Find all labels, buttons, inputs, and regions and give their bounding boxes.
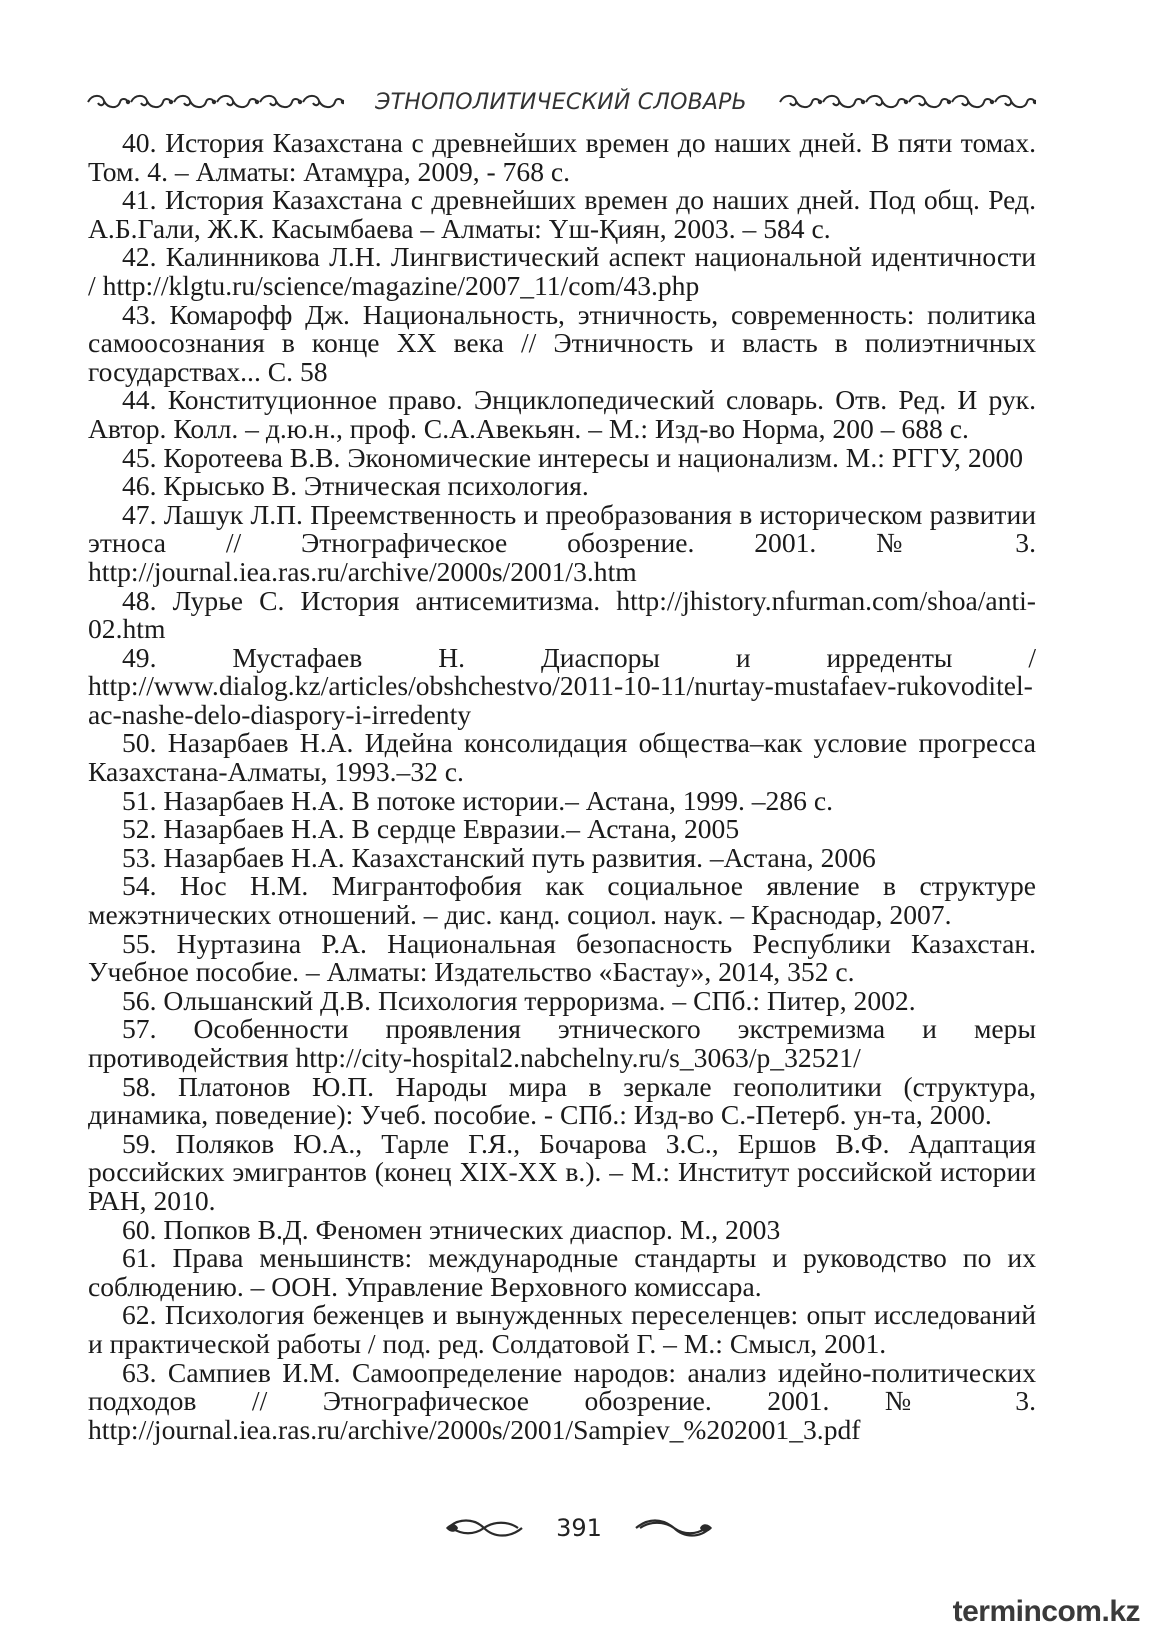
bibliography-entry-50: 50. Назарбаев Н.А. Идейна консолидация общества–как условие прогресса Казахстана-Алматы, 1993.–32 с. — [88, 727, 1036, 788]
running-header — [86, 86, 1036, 118]
bibliography-entry-60: 60. Попков В.Д. Феномен этнических диаспор. М., 2003 — [122, 1213, 781, 1245]
bibliography-entry-43: 43. Комарофф Дж. Национальность, этничность, современность: политика самоосознания в конце XX века // Этничность и власть в полиэтничных государствах... С. 58 — [88, 298, 1036, 387]
bibliography-entry-55: 55. Нуртазина Р.А. Национальная безопасность Республики Казахстан. Учебное пособие. – Алматы: Издательство «Бастау», 2014, 352 с. — [88, 927, 1036, 988]
bibliography-entry-40: 40. История Казахстана с древнейших времен до наших дней. В пяти томах. Том. 4. – Алматы: Атамұра, 2009, - 768 с. — [88, 127, 1036, 187]
bibliography-entry-58: 58. Платонов Ю.П. Народы мира в зеркале геополитики (структура, динамика, поведение): Учеб. пособие. - СПб.: Изд-во С.-Петерб. ун-та, 2000. — [88, 1070, 1036, 1131]
page-footer — [0, 1508, 1158, 1548]
bibliography-entry-59: 59. Поляков Ю.А., Тарле Г.Я., Бочарова З.С., Ершов В.Ф. Адаптация российских эмигрантов (конец XIX-XX в.). – М.: Институт российской истории РАН, 2010. — [88, 1127, 1036, 1216]
page-number: 391 — [556, 1514, 602, 1542]
bibliography-entry-47: 47. Лашук Л.П. Преемственность и преобразования в историческом развитии этноса // Этнографическое обозрение. 2001. № 3. http://journal.iea.ras.ru/archive/2000s/2001/3.htm — [88, 498, 1036, 587]
bibliography-list — [88, 129, 1036, 1444]
bibliography-entry-61: 61. Права меньшинств: международные стандарты и руководство по их соблюдению. – ООН. Управление Верховного комиссара. — [88, 1242, 1036, 1302]
bibliography-entry-42: 42. Калинникова Л.Н. Лингвистический аспект национальной идентичности / http://klgtu.ru/science/magazine/2007_11/com/43.php — [88, 241, 1036, 301]
bibliography-entry-57: 57. Особенности проявления этнического экстремизма и меры противодействия http://city-hospital2.nabchelny.ru/s_3063/p_32521/ — [88, 1013, 1036, 1073]
bibliography-entry-56: 56. Ольшанский Д.В. Психология терроризма. – СПб.: Питер, 2002. — [122, 984, 916, 1016]
bibliography-entry-63: 63. Сампиев И.М. Самоопределение народов: анализ идейно-политических подходов // Этнографическое обозрение. 2001. № 3. http://journal.iea.ras.ru/archive/2000s/2001/Sampiev_%202001_3.pdf — [88, 1356, 1036, 1445]
bibliography-entry-62: 62. Психология беженцев и вынужденных переселенцев: опыт исследований и практической работы / под. ред. Солдатовой Г. – М.: Смысл, 2001. — [88, 1299, 1036, 1359]
bibliography-entry-44: 44. Конституционное право. Энциклопедический словарь. Отв. Ред. И рук. Автор. Колл. – д.ю.н., проф. С.А.Авекьян. – М.: Изд-во Норма, 200 – 688 с. — [88, 384, 1036, 444]
bibliography-entry-41: 41. История Казахстана с древнейших времен до наших дней. Под общ. Ред. А.Б.Гали, Ж.К. Касымбаева – Алматы: Үш-Қиян, 2003. – 584 с. — [88, 184, 1036, 244]
flourish-left-icon — [444, 1515, 526, 1541]
bibliography-entry-51: 51. Назарбаев Н.А. В потоке истории.– Астана, 1999. –286 с. — [122, 784, 833, 816]
bibliography-entry-49: 49. Мустафаев Н. Диаспоры и ирреденты / http://www.dialog.kz/articles/obshchestvo/2011-10-11/nurtay-mustafaev-rukovoditel-ac-nashe-delo-diaspory-i-irredenty — [88, 641, 1036, 730]
bibliography-entry-54: 54. Нос Н.М. Мигрантофобия как социальное явление в структуре межэтнических отношений. – дис. канд. социол. наук. – Краснодар, 2007. — [88, 870, 1036, 931]
bibliography-entry-46: 46. Крысько В. Этническая психология. — [122, 470, 589, 502]
running-header-title: ЭТНОПОЛИТИЧЕСКИЙ СЛОВАРЬ — [375, 89, 747, 115]
watermark-logo — [953, 1595, 1140, 1629]
bibliography-entry-45: 45. Коротеева В.В. Экономические интересы и национализм. М.: РГГУ, 2000 — [122, 441, 1024, 473]
ornament-band-left — [86, 92, 344, 112]
flourish-right-icon — [632, 1515, 714, 1541]
bibliography-entry-48: 48. Лурье С. История антисемитизма. http://jhistory.nfurman.com/shoa/anti-02.htm — [88, 584, 1036, 645]
ornament-band-right — [778, 92, 1036, 112]
bibliography-entry-53: 53. Назарбаев Н.А. Казахстанский путь развития. –Астана, 2006 — [122, 841, 876, 873]
bibliography-entry-52: 52. Назарбаев Н.А. В сердце Евразии.– Астана, 2005 — [122, 813, 740, 845]
watermark-text: termincom.kz — [952, 1595, 1140, 1628]
